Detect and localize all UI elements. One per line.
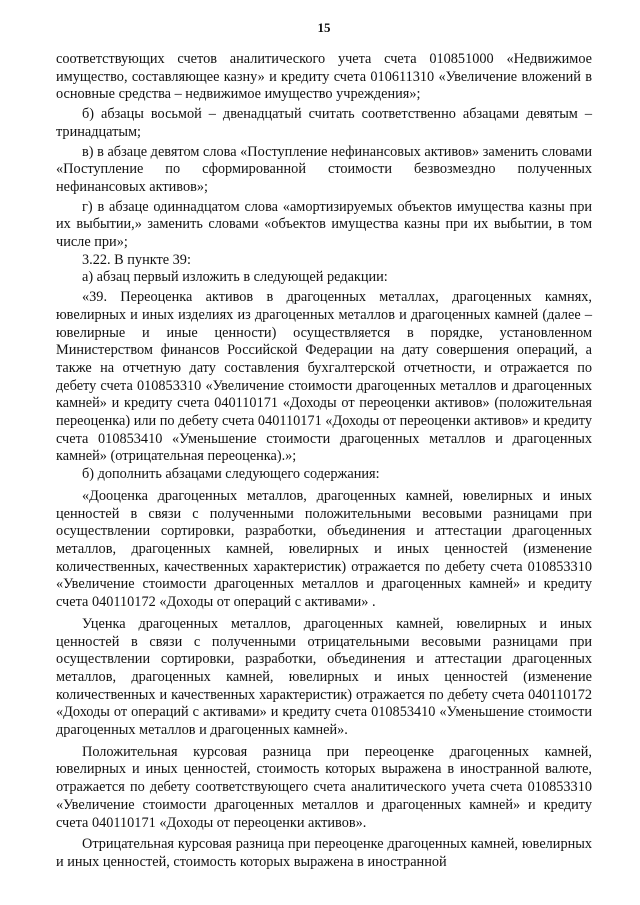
paragraph-item-a: а) абзац первый изложить в следующей редакции: <box>82 269 388 286</box>
paragraph-item-v: в) в абзаце девятом слова «Поступление нефинансовых активов» заменить словами «Поступление по сформированной стоимости безвозмездно полученных нефинансовых активов»; <box>56 143 592 195</box>
paragraph-positive-fx: Положительная курсовая разница при переоценке драгоценных камней, ювелирных и иных ценностей, стоимость которых выражена в иностранной валюте, отражается по дебету соответствующего счета аналитического учета счета 010853310 «Увеличение стоимости драгоценных металлов и драгоценных камней» и кредиту счета 040110171 «Доходы от переоценки активов». <box>56 743 592 831</box>
paragraph-item-b: б) абзацы восьмой – двенадцатый считать соответственно абзацами девятым – тринадцатым; <box>56 106 592 140</box>
paragraph-revaluation-up: «Дооценка драгоценных металлов, драгоценных камней, ювелирных и иных ценностей в связи с полученными положительными весовыми разницами при осуществлении сортировки, разработки, объединения и аттестации драгоценных металлов, драгоценных камней, ювелирных и иных ценностей (изменение количественных, качественных характеристик) отражается по дебету счета 010853310 «Увеличение стоимости драгоценных металлов и драгоценных камней» и кредиту счета 040110172 «Доходы от операций с активами» . <box>56 487 592 611</box>
document-body <box>56 51 592 872</box>
paragraph-item-b-add: б) дополнить абзацами следующего содержания: <box>82 466 380 483</box>
paragraph-item-g: г) в абзаце одиннадцатом слова «амортизируемых объектов имущества казны при их выбытии,» заменить словами «объектов имущества казны при их выбытии, в том числе при»; <box>56 198 592 251</box>
paragraph-section-3-22: 3.22. В пункте 39: <box>82 251 191 268</box>
paragraph-negative-fx: Отрицательная курсовая разница при переоценке драгоценных камней, ювелирных и иных ценностей, стоимость которых выражена в иностранной <box>56 836 592 870</box>
paragraph-revaluation-down: Уценка драгоценных металлов, драгоценных камней, ювелирных и иных ценностей в связи с полученными отрицательными весовыми разницами при осуществлении сортировки, разработки, объединения и аттестации драгоценных металлов, драгоценных камней, ювелирных и иных ценностей (изменение количественных и качественных характеристик) отражается по дебету счета 040110172 «Доходы от операций с активами» и кредиту счета 010853410 «Уменьшение стоимости драгоценных металлов и драгоценных камней». <box>56 615 592 739</box>
paragraph-continuation: соответствующих счетов аналитического учета счета 010851000 «Недвижимое имущество, составляющее казну» и кредиту счета 010611310 «Увеличение вложений в основные средства – недвижимое имущество учреждения»; <box>56 51 592 103</box>
paragraph-quote-39: «39. Переоценка активов в драгоценных металлах, драгоценных камнях, ювелирных и иных изделиях из драгоценных металлов и драгоценных камней (далее – ювелирные и иные ценности) осуществляется в порядке, установленном Министерством финансов Российской Федерации на дату совершения операций, а также на отчетную дату составления бухгалтерской отчетности, и отражается по дебету счета 010853310 «Увеличение стоимости драгоценных металлов и драгоценных камней» и кредиту счета 040110171 «Доходы от переоценки активов» (положительная переоценка) или по дебету счета 040110171 «Доходы от переоценки активов» и кредиту счета 010853410 «Уменьшение стоимости драгоценных металлов и драгоценных камней» (отрицательная переоценка).»; <box>56 289 592 465</box>
page-number: 15 <box>317 20 331 35</box>
